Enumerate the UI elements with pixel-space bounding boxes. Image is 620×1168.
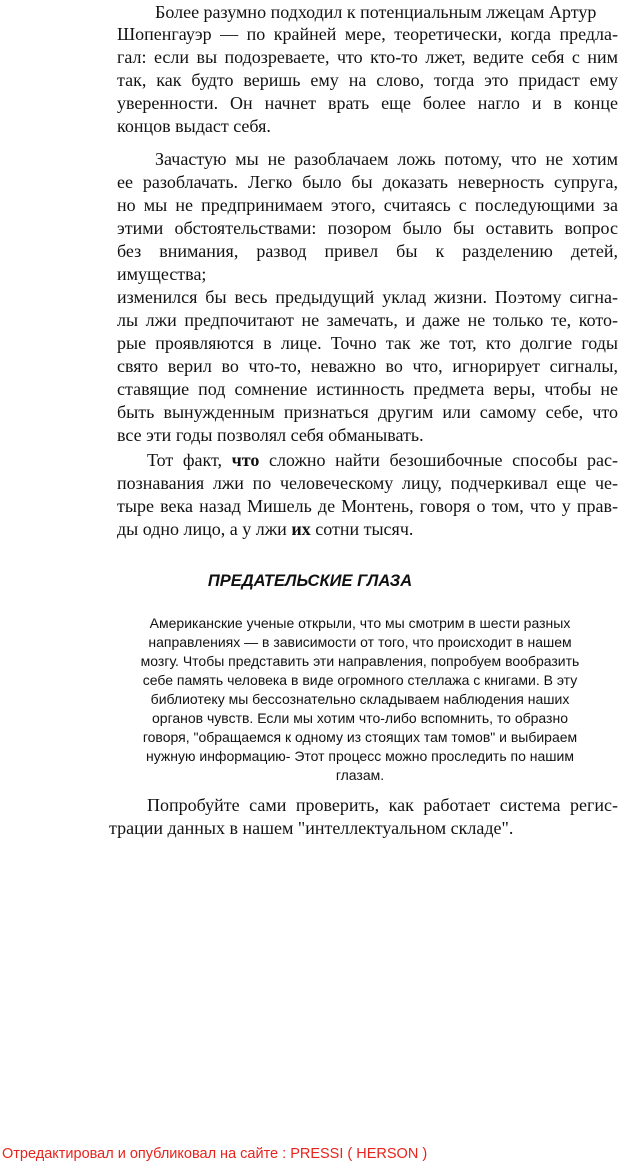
paragraph-line: говоря, "обращаемся к одному из стоящих там томов" и выбираем [142, 729, 578, 745]
paragraph-line: Тот факт, что сложно найти безошибочные способы рас- [147, 450, 618, 470]
paragraph-line: этими обстоятельствами: позором было бы оставить вопрос [117, 218, 618, 238]
paragraph-line: лы лжи предпочитают не замечать, и даже не только те, кото- [117, 310, 618, 330]
paragraph-line: так, как будто веришь ему на слово, тогда это придаст ему [117, 70, 618, 90]
paragraph-line: Зачастую мы не разоблачаем ложь потому, что не хотим [155, 149, 618, 169]
paragraph-line: ставящие под сомнение истинность предмета веры, чтобы не [117, 379, 618, 399]
paragraph-line: свято верил во что-то, неважно во что, игнорирует сигналы, [117, 356, 618, 376]
paragraph-line: библиотеку мы бессознательно складываем наблюдения наших [150, 691, 570, 707]
paragraph-line: мозгу. Чтобы представить эти направления, попробуем вообразить [140, 653, 580, 669]
paragraph-line: Более разумно подходил к потенциальным лжецам Артур [155, 2, 597, 22]
paragraph-line: быть вынужденным признаться другим или самому себе, что [117, 402, 618, 422]
paragraph-line: Попробуйте сами проверить, как работает система регис- [147, 795, 618, 815]
paragraph-line: познавания лжи по человеческому лицу, подчеркивал еще че- [117, 473, 618, 493]
paragraph-line: нужную информацию- Этот процесс можно проследить по нашим [146, 748, 574, 764]
paragraph-line: гал: если вы подозреваете, что кто-то лжет, ведите себя с ним [117, 47, 618, 67]
paragraph-line: направлениях — в зависимости от того, что происходит в нашем [148, 634, 572, 650]
paragraph-line: рые проявляются в лице. Точно так же тот, кто долгие годы [117, 333, 618, 353]
paragraph-line: ды одно лицо, а у лжи их сотни тысяч. [117, 519, 414, 539]
paragraph-line: уверенности. Он начнет врать еще более нагло и в конце [117, 93, 618, 113]
paragraph-line: глазам. [335, 767, 385, 783]
paragraph-line: все эти годы позволял себя обманывать. [117, 425, 424, 445]
paragraph-line: имущества; [117, 264, 207, 284]
bold-word: что [231, 450, 260, 470]
paragraph-line: изменился бы весь предыдущий уклад жизни. Поэтому сигна- [117, 287, 618, 307]
paragraph-line: без внимания, развод привел бы к разделению детей, [117, 241, 618, 261]
paragraph-line: ее разоблачать. Легко было бы доказать неверность супруга, [117, 172, 618, 192]
paragraph-line: но мы не предпринимаем этого, считаясь с последующими за [117, 195, 618, 215]
paragraph-line: Шопенгауэр — по крайней мере, теоретически, когда предла- [117, 24, 618, 44]
publisher-footer: Отредактировал и опубликовал на сайте : PRESSI ( HERSON ) [2, 1146, 428, 1162]
bold-word: их [291, 519, 311, 539]
paragraph-line: Американские ученые открыли, что мы смотрим в шести разных [149, 615, 571, 631]
paragraph-line: концов выдаст себя. [117, 116, 271, 136]
section-heading: ПРЕДАТЕЛЬСКИЕ ГЛАЗА [207, 572, 413, 590]
paragraph-line: тыре века назад Мишель де Монтень, говоря о том, что у прав- [117, 496, 618, 516]
paragraph-line: себе память человека в виде огромного стеллажа с книгами. В эту [142, 672, 578, 688]
paragraph-line: органов чувств. Если мы хотим что-либо вспомнить, то образно [152, 710, 568, 726]
paragraph-line: трации данных в нашем "интеллектуальном складе". [109, 818, 514, 838]
